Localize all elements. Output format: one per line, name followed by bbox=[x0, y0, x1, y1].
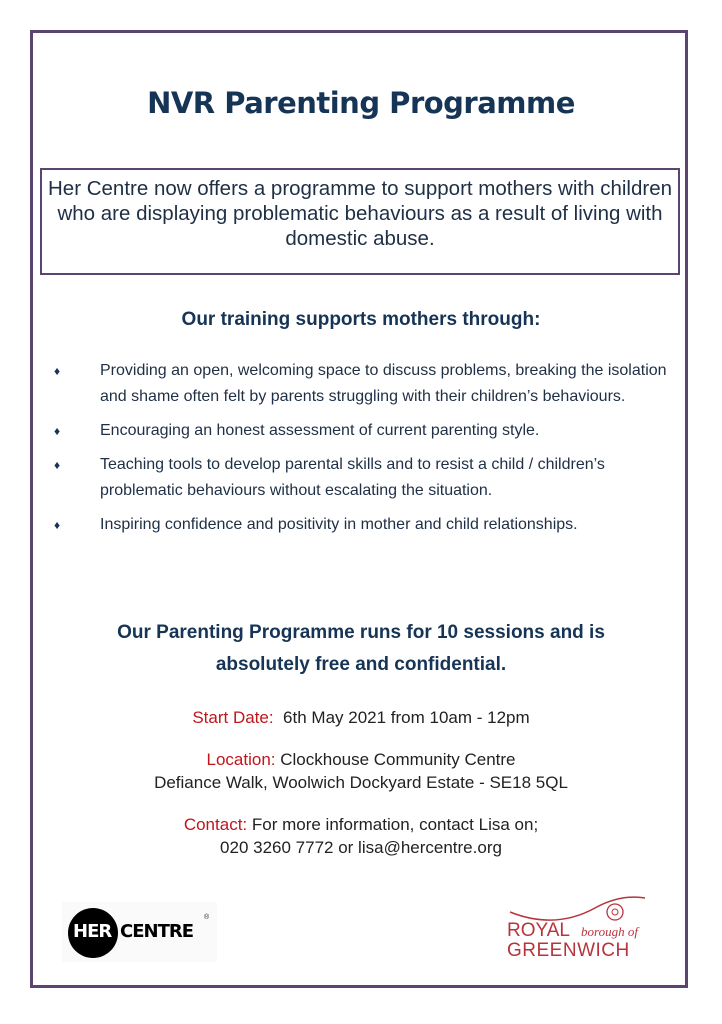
diamond-bullet-icon: ♦ bbox=[54, 518, 61, 532]
list-item bbox=[50, 418, 670, 444]
sessions-statement: Our Parenting Programme runs for 10 sessions and is absolutely free and confidential. bbox=[117, 622, 605, 675]
location-label: Location: bbox=[206, 750, 276, 769]
logo-text-borough: borough of bbox=[581, 924, 638, 939]
contact-line2[interactable]: 020 3260 7772 or lisa@hercentre.org bbox=[220, 838, 502, 857]
contact bbox=[0, 813, 722, 859]
location-line1: Clockhouse Community Centre bbox=[280, 750, 516, 769]
contact-label: Contact: bbox=[183, 815, 248, 834]
location bbox=[0, 748, 722, 794]
diamond-bullet-icon: ♦ bbox=[54, 458, 61, 472]
logo-text-her: HER bbox=[73, 921, 112, 942]
list-item bbox=[50, 452, 670, 504]
start-date-value: 6th May 2021 from 10am - 12pm bbox=[283, 708, 530, 727]
start-date-label: Start Date: bbox=[192, 708, 274, 727]
start-date bbox=[0, 706, 722, 729]
list-item bbox=[50, 512, 670, 538]
list-item-text: Encouraging an honest assessment of current parenting style. bbox=[100, 422, 540, 439]
diamond-bullet-icon: ♦ bbox=[54, 364, 61, 378]
royal-greenwich-logo bbox=[505, 890, 655, 960]
diamond-bullet-icon: ♦ bbox=[54, 424, 61, 438]
bullet-list bbox=[50, 358, 670, 546]
training-subheading: Our training supports mothers through: bbox=[181, 309, 541, 330]
logo-text-royal: ROYAL bbox=[507, 920, 571, 941]
logo-text-centre: CENTRE bbox=[120, 921, 194, 942]
her-centre-logo bbox=[62, 902, 217, 962]
list-item bbox=[50, 358, 670, 410]
logo-text-greenwich: GREENWICH bbox=[507, 940, 630, 961]
page-title: NVR Parenting Programme bbox=[147, 86, 575, 120]
contact-line1: For more information, contact Lisa on; bbox=[251, 815, 539, 834]
list-item-text: Providing an open, welcoming space to discuss problems, breaking the isolation and shame often felt by parents struggling with their children’s behaviours. bbox=[100, 362, 667, 405]
list-item-text: Teaching tools to develop parental skills and to resist a child / children’s problematic behaviours without escalating the situation. bbox=[100, 456, 605, 499]
list-item-text: Inspiring confidence and positivity in mother and child relationships. bbox=[100, 516, 578, 533]
location-line2: Defiance Walk, Woolwich Dockyard Estate - SE18 5QL bbox=[154, 773, 568, 792]
intro-box: Her Centre now offers a programme to support mothers with children who are displaying problematic behaviours as a result of living with domestic abuse. bbox=[40, 168, 680, 275]
logo-registered-mark: ® bbox=[204, 914, 210, 921]
